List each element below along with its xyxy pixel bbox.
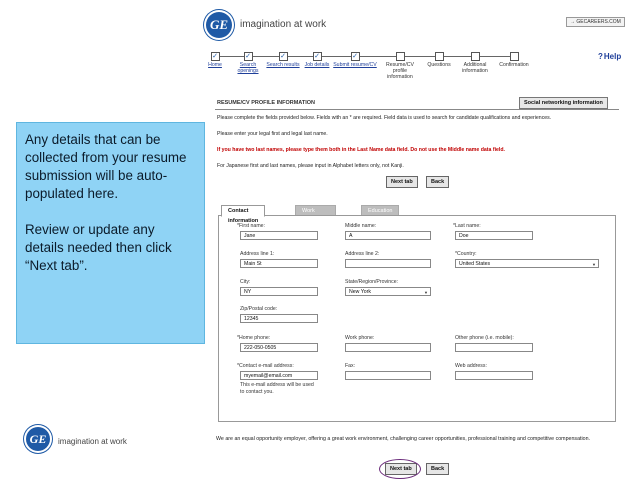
checkmark-icon: ✓ xyxy=(280,53,286,60)
contact-information-panel xyxy=(218,215,616,422)
state-label: State/Region/Province: xyxy=(345,279,399,285)
web-address-label: Web address: xyxy=(455,363,487,369)
step-box-icon xyxy=(471,52,480,61)
middle-name-field[interactable]: A xyxy=(345,231,431,240)
step-additional-info: Additional information xyxy=(456,52,494,74)
step-search-results[interactable]: ✓ Search results xyxy=(266,53,300,68)
step-submit-resume[interactable]: ✓ Submit resume/CV xyxy=(333,53,377,68)
header-tagline: imagination at work xyxy=(240,19,327,30)
back-button-bottom[interactable]: Back xyxy=(426,463,449,475)
step-confirmation: Confirmation xyxy=(494,52,534,68)
web-address-field[interactable] xyxy=(455,371,533,380)
state-select[interactable]: New York ▼ xyxy=(345,287,431,296)
work-phone-field[interactable] xyxy=(345,343,431,352)
email-note: This e-mail address will be used xyxy=(240,382,314,388)
social-networking-button[interactable]: Social networking information xyxy=(519,97,608,109)
step-home[interactable]: ✓ Home xyxy=(208,53,222,68)
address-line-1-label: Address line 1: xyxy=(240,251,275,257)
address-line-2-field[interactable] xyxy=(345,259,431,268)
middle-name-label: Middle name: xyxy=(345,223,377,229)
back-button-top[interactable]: Back xyxy=(426,176,449,188)
checkmark-icon: ✓ xyxy=(212,53,218,60)
instructions-legal-name: Please enter your legal first and legal last name. xyxy=(217,131,328,137)
last-name-label: *Last name: xyxy=(453,223,481,229)
email-note-2: to contact you. xyxy=(240,389,274,395)
fax-label: Fax: xyxy=(345,363,356,369)
zip-label: Zip/Postal code: xyxy=(240,306,278,312)
country-select[interactable]: United States ▼ xyxy=(455,259,599,268)
last-name-field[interactable]: Doe xyxy=(455,231,533,240)
help-link[interactable]: ?Help xyxy=(598,52,622,61)
home-phone-label: *Home phone: xyxy=(237,335,271,341)
step-profile-info: Resume/CV profile information xyxy=(382,52,418,80)
next-tab-button-bottom[interactable]: Next tab xyxy=(385,463,417,475)
gecareers-link[interactable]: → GECAREERS.COM xyxy=(566,17,625,27)
footer-tagline: imagination at work xyxy=(58,437,127,446)
fax-field[interactable] xyxy=(345,371,431,380)
other-phone-field[interactable] xyxy=(455,343,533,352)
callout-paragraph-2: Review or update any details needed then click “Next tab”. xyxy=(25,222,172,273)
section-title: RESUME/CV PROFILE INFORMATION xyxy=(217,100,315,106)
first-name-field[interactable]: Jane xyxy=(240,231,318,240)
email-label: *Contact e-mail address: xyxy=(237,363,294,369)
divider xyxy=(215,109,619,110)
next-tab-button-top[interactable]: Next tab xyxy=(386,176,418,188)
japanese-names-note: For Japanese first and last names, please input in Alphabet letters only, not Kanji. xyxy=(217,163,404,169)
footer-ge-logo: GE xyxy=(24,425,52,453)
highlight-circle xyxy=(379,459,421,479)
home-phone-field[interactable]: 222-050-0505 xyxy=(240,343,318,352)
zip-field[interactable]: 12345 xyxy=(240,314,318,323)
tab-education[interactable]: Education xyxy=(361,205,399,217)
checkmark-icon: ✓ xyxy=(245,53,251,60)
work-phone-label: Work phone: xyxy=(345,335,375,341)
checkmark-icon: ✓ xyxy=(314,53,320,60)
step-box-icon xyxy=(396,52,405,61)
city-field[interactable]: NY xyxy=(240,287,318,296)
checkmark-icon: ✓ xyxy=(352,53,358,60)
instructions-required: Please complete the fields provided below. Fields with an * are required. Field data is used to search for candidate qualifications and experiences. xyxy=(217,115,552,121)
tab-work-experience[interactable]: Work xyxy=(295,205,336,217)
other-phone-label: Other phone (i.e. mobile): xyxy=(455,335,514,341)
first-name-label: *First name: xyxy=(237,223,265,229)
equal-opportunity-text: We are an equal opportunity employer, offering a great work environment, challenging career opportunities, professional training and competitive compensation. xyxy=(216,436,591,442)
help-icon: ? xyxy=(598,52,603,61)
address-line-1-field[interactable]: Main St xyxy=(240,259,318,268)
ge-logo: GE xyxy=(204,10,234,40)
progress-steps xyxy=(206,52,626,92)
step-questions: Questions xyxy=(420,52,458,68)
email-field[interactable]: myemail@email.com xyxy=(240,371,318,380)
address-line-2-label: Address line 2: xyxy=(345,251,380,257)
step-box-icon xyxy=(435,52,444,61)
two-last-names-warning: If you have two last names, please type them both in the Last Name data field. Do not use the Middle name data field. xyxy=(217,147,505,153)
step-box-icon xyxy=(510,52,519,61)
instruction-callout xyxy=(16,122,205,344)
callout-paragraph-1: Any details that can be collected from your resume submission will be auto-populated here. xyxy=(25,132,187,201)
city-label: City: xyxy=(240,279,251,285)
step-job-details[interactable]: ✓ Job details xyxy=(304,53,330,68)
country-label: *Country: xyxy=(455,251,477,257)
tab-contact-information[interactable]: Contact information xyxy=(221,205,265,217)
step-search-openings[interactable]: ✓ Search openings xyxy=(237,53,259,74)
